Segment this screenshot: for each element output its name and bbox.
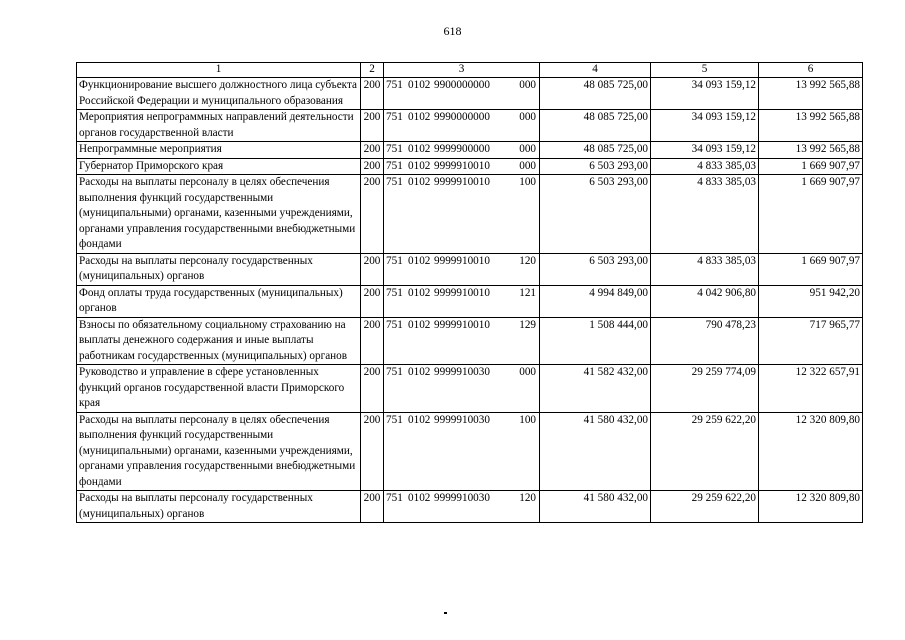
- table-row: [77, 158, 863, 175]
- row-value-6: 13 992 565,88: [759, 78, 863, 110]
- row-section: 751: [386, 254, 403, 267]
- row-expense-type: 000: [519, 111, 536, 123]
- row-value-4: 6 503 293,00: [540, 253, 651, 285]
- row-target-item: 9999910010: [434, 159, 490, 172]
- budget-table: [76, 62, 863, 523]
- row-target-item: 9999910030: [434, 413, 490, 426]
- row-expense-type: 120: [519, 254, 536, 267]
- row-target-item: 9999910030: [434, 366, 490, 378]
- column-header: 2: [361, 63, 384, 78]
- table-row: [77, 78, 863, 110]
- row-classification: [384, 491, 540, 523]
- row-classification: [384, 142, 540, 159]
- row-code: 200: [361, 491, 384, 523]
- row-value-6: 1 669 907,97: [759, 158, 863, 175]
- row-target-item: 9999910010: [434, 254, 490, 267]
- row-expense-type: 100: [519, 413, 536, 426]
- row-code: 200: [361, 365, 384, 413]
- row-value-5: 34 093 159,12: [651, 78, 759, 110]
- row-expense-type: 000: [519, 143, 536, 155]
- table-row: [77, 175, 863, 254]
- row-value-6: 13 992 565,88: [759, 110, 863, 142]
- row-value-5: 4 042 906,80: [651, 285, 759, 317]
- row-code: 200: [361, 110, 384, 142]
- row-value-6: 1 669 907,97: [759, 253, 863, 285]
- table-row: [77, 317, 863, 365]
- row-value-4: 41 582 432,00: [540, 365, 651, 413]
- row-section: 751: [386, 286, 403, 299]
- row-classification: [384, 175, 540, 254]
- row-section: 751: [386, 159, 403, 172]
- row-classification: [384, 365, 540, 413]
- row-code: 200: [361, 175, 384, 254]
- row-value-4: 6 503 293,00: [540, 158, 651, 175]
- row-classification: [384, 158, 540, 175]
- row-subsection: 0102: [408, 254, 431, 267]
- row-expense-type: 120: [519, 492, 536, 504]
- row-classification: [384, 110, 540, 142]
- row-value-4: 41 580 432,00: [540, 412, 651, 491]
- row-name: Взносы по обязательному социальному страхованию на выплаты денежного содержания и иные выплаты работникам государственных (муниципальных) органов: [77, 317, 361, 365]
- row-name: Расходы на выплаты персоналу в целях обеспечения выполнения функций государственными (муниципальными) органами, казенными учреждениями, органами управления государственными внебюджетными фондами: [77, 412, 361, 491]
- row-name: Расходы на выплаты персоналу государственных (муниципальных) органов: [77, 253, 361, 285]
- row-subsection: 0102: [408, 318, 431, 331]
- row-code: 200: [361, 158, 384, 175]
- row-section: 751: [386, 143, 403, 155]
- row-subsection: 0102: [408, 143, 431, 155]
- row-classification: [384, 412, 540, 491]
- table-row: [77, 142, 863, 159]
- row-value-6: 12 322 657,91: [759, 365, 863, 413]
- row-classification: [384, 317, 540, 365]
- row-section: 751: [386, 79, 403, 91]
- row-target-item: 9999910030: [434, 492, 490, 504]
- row-value-4: 6 503 293,00: [540, 175, 651, 254]
- row-subsection: 0102: [408, 366, 431, 378]
- table-row: [77, 253, 863, 285]
- column-header: 6: [759, 63, 863, 78]
- row-subsection: 0102: [408, 286, 431, 299]
- row-section: 751: [386, 176, 403, 188]
- row-value-5: 4 833 385,03: [651, 175, 759, 254]
- row-expense-type: 100: [519, 176, 536, 188]
- row-value-5: 29 259 622,20: [651, 491, 759, 523]
- row-value-4: 1 508 444,00: [540, 317, 651, 365]
- row-subsection: 0102: [408, 111, 431, 123]
- row-value-4: 48 085 725,00: [540, 142, 651, 159]
- row-value-5: 29 259 774,09: [651, 365, 759, 413]
- column-header: 5: [651, 63, 759, 78]
- row-value-6: 12 320 809,80: [759, 412, 863, 491]
- table-row: [77, 285, 863, 317]
- row-code: 200: [361, 317, 384, 365]
- page-number: 618: [443, 24, 462, 38]
- row-classification: [384, 78, 540, 110]
- row-subsection: 0102: [408, 413, 431, 426]
- table-row: [77, 491, 863, 523]
- row-section: 751: [386, 366, 403, 378]
- row-value-4: 4 994 849,00: [540, 285, 651, 317]
- row-name: Расходы на выплаты персоналу государственных (муниципальных) органов: [77, 491, 361, 523]
- row-target-item: 9999910010: [434, 286, 490, 299]
- row-code: 200: [361, 412, 384, 491]
- column-header: 3: [384, 63, 540, 78]
- row-subsection: 0102: [408, 176, 431, 188]
- row-value-6: 12 320 809,80: [759, 491, 863, 523]
- row-value-5: 790 478,23: [651, 317, 759, 365]
- row-subsection: 0102: [408, 79, 431, 91]
- row-code: 200: [361, 285, 384, 317]
- table-body: [77, 78, 863, 523]
- column-header: 1: [77, 63, 361, 78]
- row-value-5: 29 259 622,20: [651, 412, 759, 491]
- row-section: 751: [386, 413, 403, 426]
- row-section: 751: [386, 492, 403, 504]
- row-code: 200: [361, 142, 384, 159]
- row-expense-type: 000: [519, 159, 536, 172]
- table-header-row: [77, 63, 863, 78]
- row-expense-type: 121: [519, 286, 536, 299]
- row-target-item: 9990000000: [434, 111, 490, 123]
- row-expense-type: 000: [519, 79, 536, 91]
- table-row: [77, 365, 863, 413]
- row-name: Руководство и управление в сфере установленных функций органов государственной власти Приморского края: [77, 365, 361, 413]
- row-subsection: 0102: [408, 492, 431, 504]
- row-value-5: 34 093 159,12: [651, 110, 759, 142]
- row-value-5: 4 833 385,03: [651, 158, 759, 175]
- row-name: Фонд оплаты труда государственных (муниципальных) органов: [77, 285, 361, 317]
- row-name: Губернатор Приморского края: [77, 158, 361, 175]
- row-section: 751: [386, 111, 403, 123]
- row-value-5: 4 833 385,03: [651, 253, 759, 285]
- row-name: Функционирование высшего должностного лица субъекта Российской Федерации и муниципального образования: [77, 78, 361, 110]
- row-target-item: 9999910010: [434, 318, 490, 331]
- table-row: [77, 412, 863, 491]
- row-classification: [384, 285, 540, 317]
- row-expense-type: 000: [519, 366, 536, 378]
- row-code: 200: [361, 253, 384, 285]
- row-value-4: 48 085 725,00: [540, 110, 651, 142]
- row-value-6: 13 992 565,88: [759, 142, 863, 159]
- row-subsection: 0102: [408, 159, 431, 172]
- row-value-6: 717 965,77: [759, 317, 863, 365]
- row-value-6: 951 942,20: [759, 285, 863, 317]
- row-value-6: 1 669 907,97: [759, 175, 863, 254]
- row-target-item: 9999910010: [434, 176, 490, 188]
- row-value-5: 34 093 159,12: [651, 142, 759, 159]
- row-classification: [384, 253, 540, 285]
- row-expense-type: 129: [519, 318, 536, 331]
- column-header: 4: [540, 63, 651, 78]
- row-value-4: 48 085 725,00: [540, 78, 651, 110]
- row-value-4: 41 580 432,00: [540, 491, 651, 523]
- table-row: [77, 110, 863, 142]
- row-name: Мероприятия непрограммных направлений деятельности органов государственной власти: [77, 110, 361, 142]
- page-mark: [444, 612, 447, 614]
- row-target-item: 9999900000: [434, 143, 490, 155]
- row-code: 200: [361, 78, 384, 110]
- row-section: 751: [386, 318, 403, 331]
- row-name: Расходы на выплаты персоналу в целях обеспечения выполнения функций государственными (муниципальными) органами, казенными учреждениями, органами управления государственными внебюджетными фондами: [77, 175, 361, 254]
- row-target-item: 9900000000: [434, 79, 490, 91]
- row-name: Непрограммные мероприятия: [77, 142, 361, 159]
